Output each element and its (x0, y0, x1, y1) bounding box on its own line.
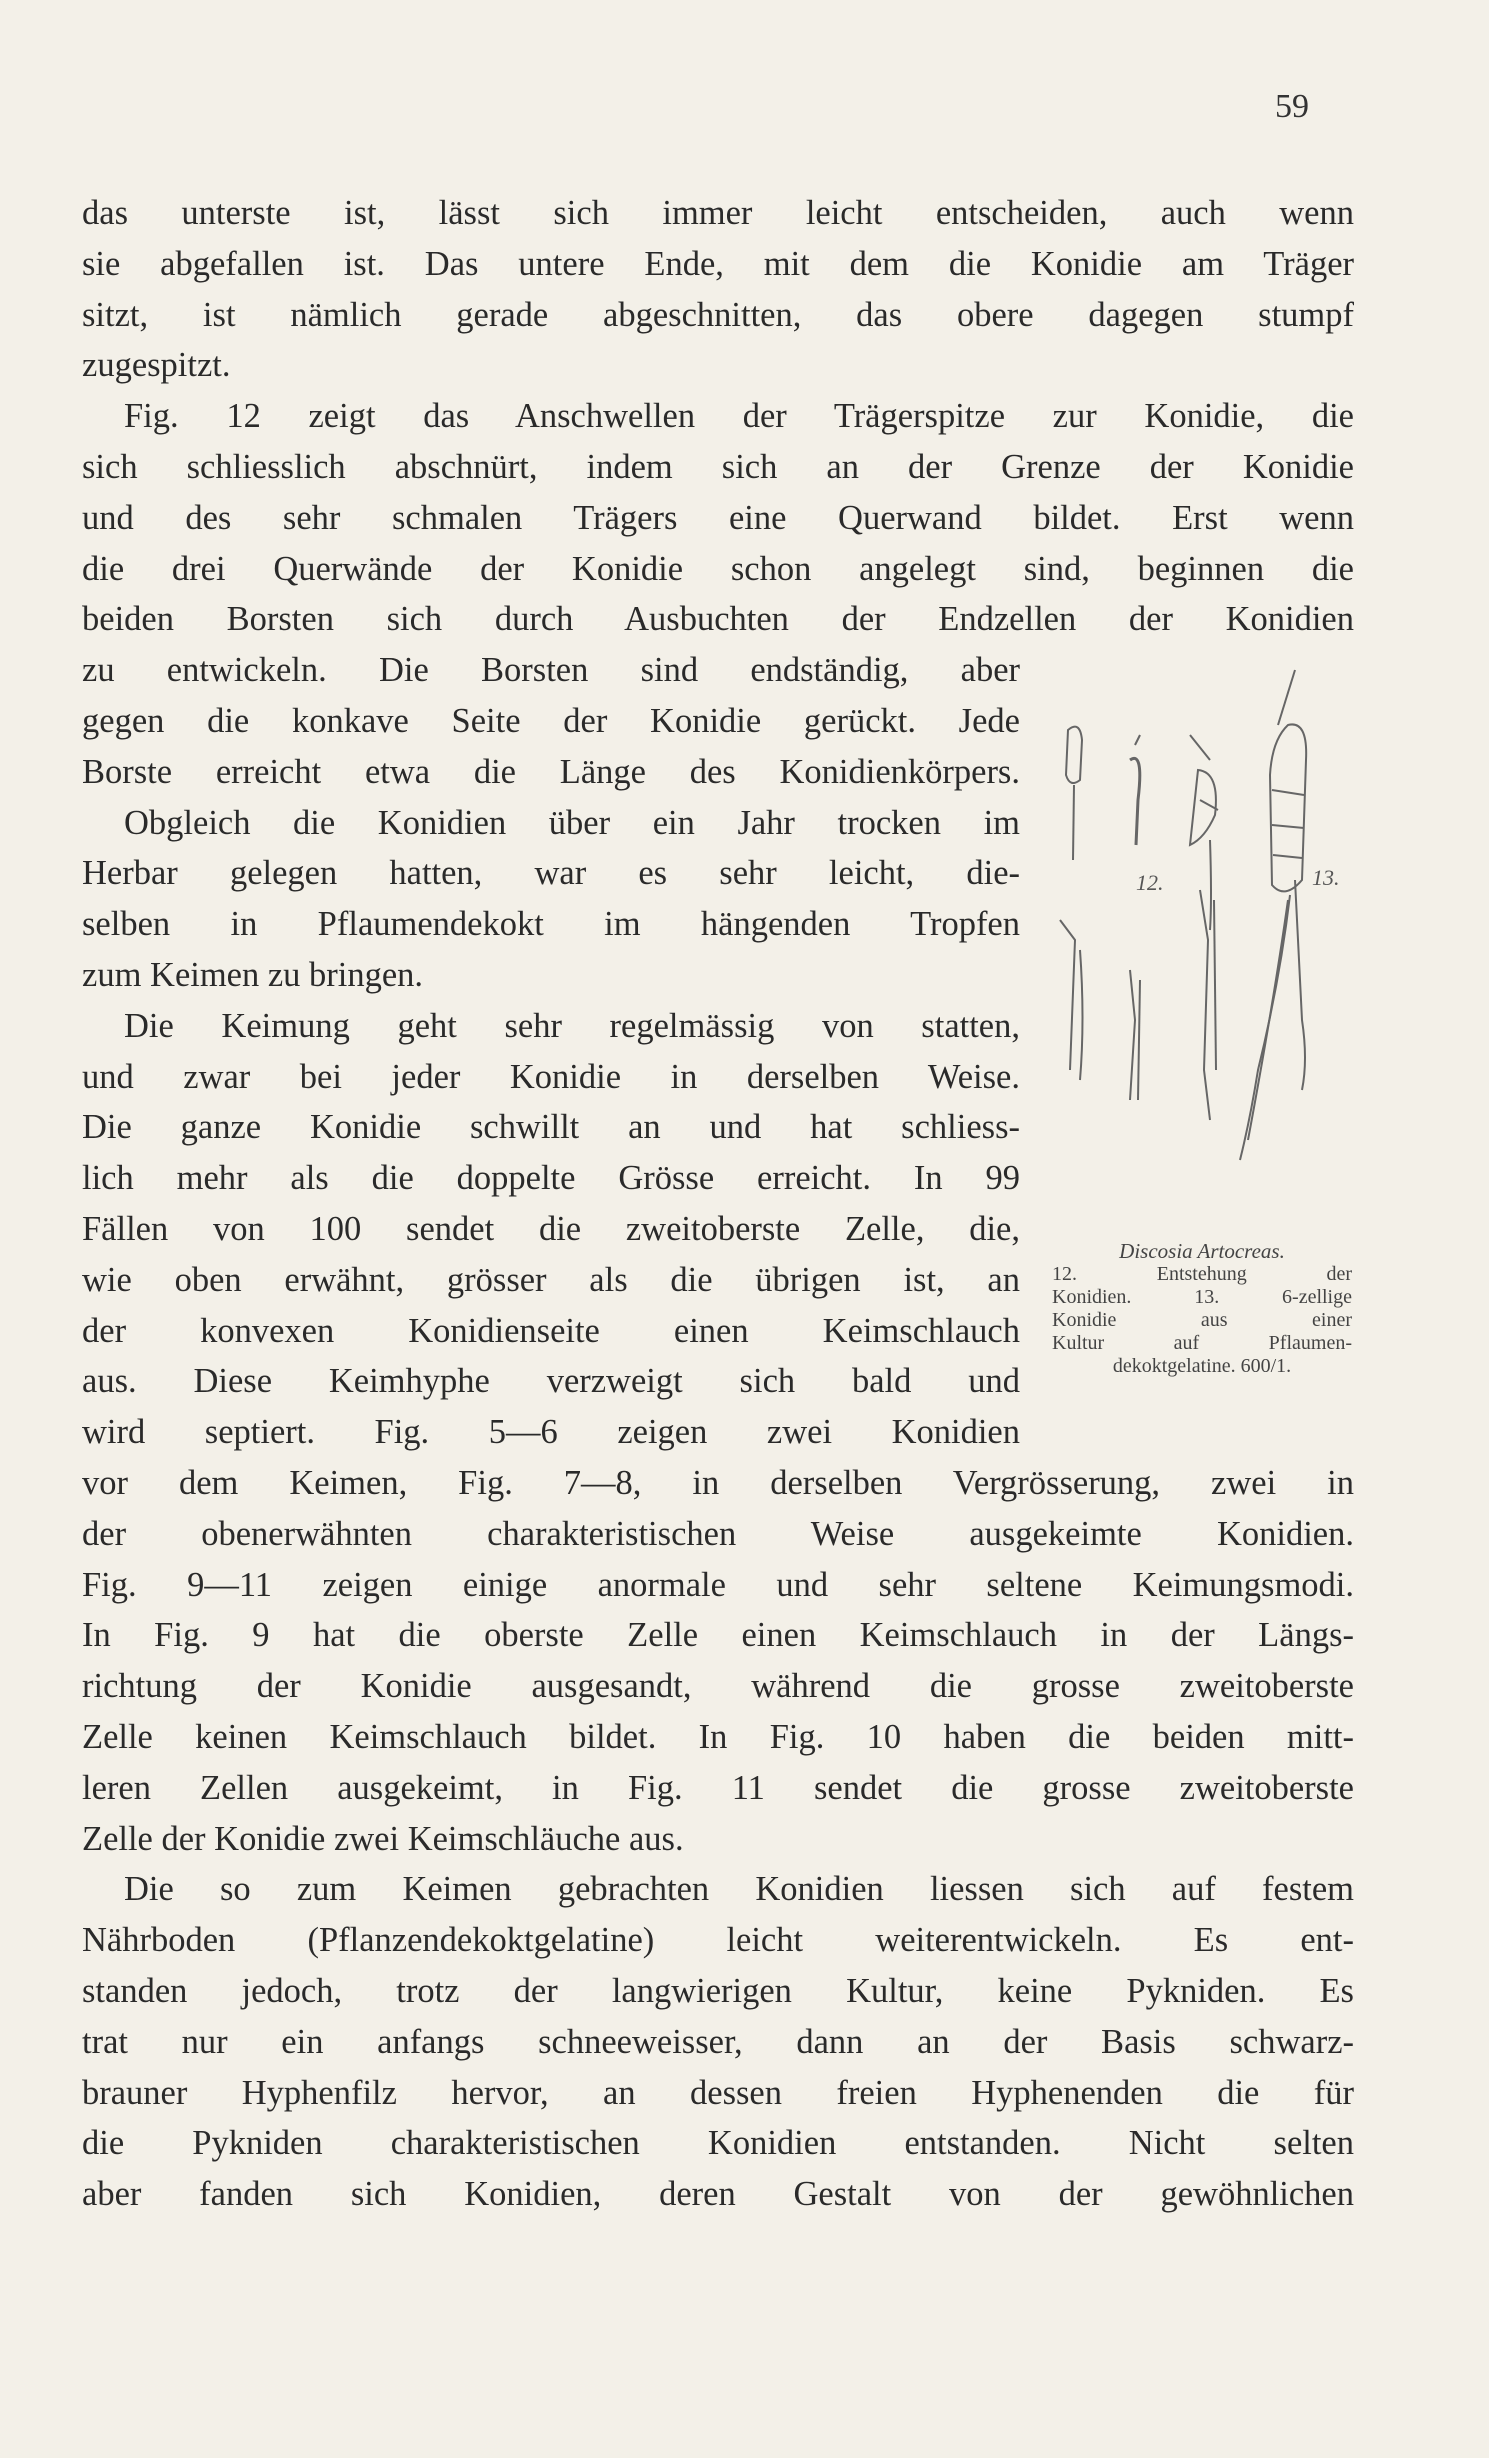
text-line: sich schliesslich abschnürt, indem sich an der Grenze der Konidie (82, 448, 1354, 486)
text-line: Zelle keinen Keimschlauch bildet. In Fig. 10 haben die beiden mitt- (82, 1718, 1354, 1756)
text-line: aber fanden sich Konidien, deren Gestalt von der gewöhnlichen (82, 2175, 1354, 2214)
figure-caption (1052, 1240, 1352, 1378)
text-line: In Fig. 9 hat die oberste Zelle einen Keimschlauch in der Längs- (82, 1616, 1354, 1655)
figure-label-13: 13. (1312, 865, 1340, 890)
text-line: vor dem Keimen, Fig. 7—8, in derselben Vergrösserung, zwei in (82, 1464, 1354, 1502)
text-line: Die so zum Keimen gebrachten Konidien liessen sich auf festem (124, 1870, 1354, 1909)
text-line: lich mehr als die doppelte Grösse erreicht. In 99 (82, 1159, 1020, 1198)
text-line: und zwar bei jeder Konidie in derselben Weise. (82, 1057, 1020, 1096)
text-line: die drei Querwände der Konidie schon angelegt sind, beginnen die (82, 549, 1354, 588)
text-line: und des sehr schmalen Trägers eine Querwand bildet. Erst wenn (82, 498, 1354, 537)
page-number: 59 (1275, 88, 1309, 125)
figure-illustration (1040, 600, 1370, 1240)
text-line: zu entwickeln. Die Borsten sind endständig, aber (82, 651, 1020, 690)
text-line: sitzt, ist nämlich gerade abgeschnitten, das obere dagegen stumpf (82, 295, 1354, 334)
text-line: Zelle der Konidie zwei Keimschläuche aus. (82, 1819, 684, 1858)
text-line: richtung der Konidie ausgesandt, während die grosse zweitoberste (82, 1667, 1354, 1706)
text-line: Die Keimung geht sehr regelmässig von statten, (124, 1006, 1020, 1045)
text-line: Borste erreicht etwa die Länge des Konidienkörpers. (82, 752, 1020, 791)
text-line: aus. Diese Keimhyphe verzweigt sich bald und (82, 1362, 1020, 1401)
text-line: das unterste ist, lässt sich immer leicht entscheiden, auch wenn (82, 194, 1354, 232)
text-line: wie oben erwähnt, grösser als die übrigen ist, an (82, 1260, 1020, 1299)
text-line: die Pykniden charakteristischen Konidien entstanden. Nicht selten (82, 2124, 1354, 2163)
text-line: brauner Hyphenfilz hervor, an dessen freien Hyphenenden die für (82, 2073, 1354, 2112)
caption-line: Konidien. 13. 6-zellige (1052, 1286, 1352, 1308)
text-line: zugespitzt. (82, 346, 231, 385)
text-line: Die ganze Konidie schwillt an und hat schliess- (82, 1108, 1020, 1147)
text-line: Herbar gelegen hatten, war es sehr leicht, die- (82, 854, 1020, 893)
text-line: Obgleich die Konidien über ein Jahr trocken im (124, 803, 1020, 842)
text-line: Nährboden (Pflanzendekoktgelatine) leicht weiterentwickeln. Es ent- (82, 1921, 1354, 1960)
caption-line: Discosia Artocreas. (1119, 1239, 1285, 1263)
text-line: der obenerwähnten charakteristischen Weise ausgekeimte Konidien. (82, 1514, 1354, 1553)
text-line: beiden Borsten sich durch Ausbuchten der Endzellen der Konidien (82, 600, 1354, 639)
text-line: sie abgefallen ist. Das untere Ende, mit dem die Konidie am Träger (82, 244, 1354, 283)
text-line: leren Zellen ausgekeimt, in Fig. 11 sendet die grosse zweitoberste (82, 1768, 1354, 1807)
caption-line: Konidie aus einer (1052, 1309, 1352, 1331)
conidia-drawing (1040, 600, 1370, 1240)
text-line: selben in Pflaumendekokt im hängenden Tropfen (82, 905, 1020, 944)
text-line: der konvexen Konidienseite einen Keimschlauch (82, 1311, 1020, 1350)
text-line: Fällen von 100 sendet die zweitoberste Zelle, die, (82, 1210, 1020, 1248)
caption-line: 12. Entstehung der (1052, 1263, 1352, 1285)
text-line: wird septiert. Fig. 5—6 zeigen zwei Konidien (82, 1413, 1020, 1452)
caption-line: dekoktgelatine. 600/1. (1112, 1355, 1292, 1377)
caption-line: Kultur auf Pflaumen- (1052, 1332, 1352, 1354)
text-line: Fig. 12 zeigt das Anschwellen der Trägerspitze zur Konidie, die (124, 397, 1354, 436)
text-line: gegen die konkave Seite der Konidie gerückt. Jede (82, 702, 1020, 740)
text-line: Fig. 9—11 zeigen einige anormale und sehr seltene Keimungsmodi. (82, 1565, 1354, 1604)
text-line: zum Keimen zu bringen. (82, 956, 424, 994)
text-line: trat nur ein anfangs schneeweisser, dann an der Basis schwarz- (82, 2022, 1354, 2061)
figure-label-12: 12. (1136, 870, 1164, 895)
text-line: standen jedoch, trotz der langwierigen Kultur, keine Pykniden. Es (82, 1972, 1354, 2010)
